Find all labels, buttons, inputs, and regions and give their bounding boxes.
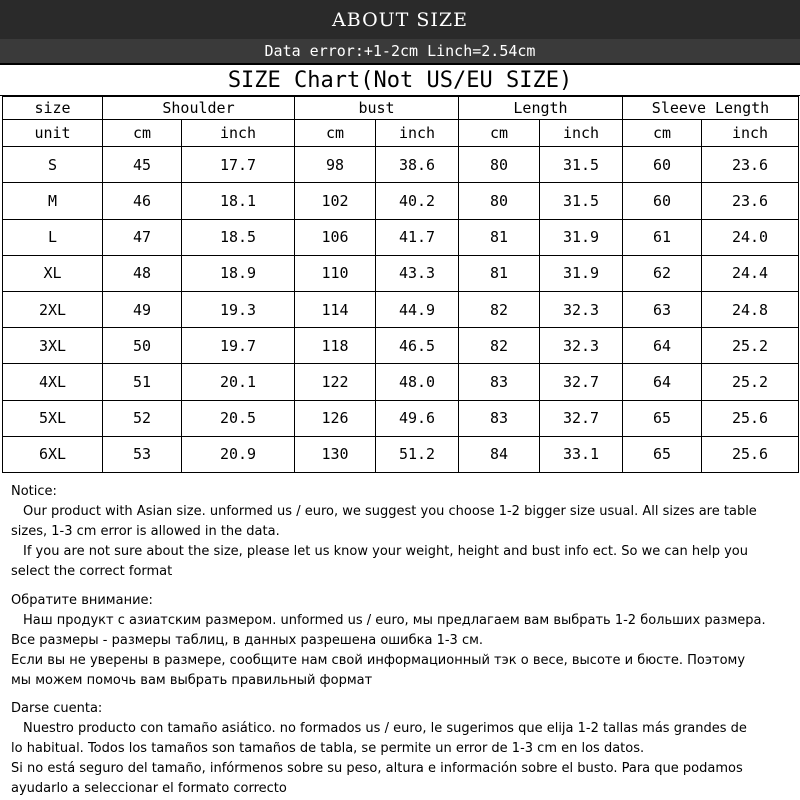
value-cell: 48 bbox=[103, 255, 182, 291]
table-row bbox=[3, 219, 799, 255]
value-cell: 45 bbox=[103, 147, 182, 183]
value-cell: 65 bbox=[623, 436, 702, 472]
value-cell: 32.3 bbox=[540, 292, 623, 328]
value-cell: 81 bbox=[459, 219, 540, 255]
value-cell: 65 bbox=[623, 400, 702, 436]
unit-cell: cm bbox=[623, 120, 702, 147]
value-cell: 24.8 bbox=[702, 292, 799, 328]
notice-line: select the correct format bbox=[11, 564, 173, 579]
header-cell: bust bbox=[295, 97, 459, 120]
size-label-cell: M bbox=[3, 183, 103, 219]
size-label-cell: XL bbox=[3, 255, 103, 291]
value-cell: 40.2 bbox=[376, 183, 459, 219]
value-cell: 84 bbox=[459, 436, 540, 472]
value-cell: 25.2 bbox=[702, 364, 799, 400]
value-cell: 24.4 bbox=[702, 255, 799, 291]
notice-heading: Darse cuenta: bbox=[11, 701, 103, 716]
value-cell: 32.3 bbox=[540, 328, 623, 364]
value-cell: 32.7 bbox=[540, 400, 623, 436]
notice-heading: Notice: bbox=[11, 484, 57, 499]
value-cell: 38.6 bbox=[376, 147, 459, 183]
value-cell: 24.0 bbox=[702, 219, 799, 255]
value-cell: 25.2 bbox=[702, 328, 799, 364]
value-cell: 49.6 bbox=[376, 400, 459, 436]
value-cell: 98 bbox=[295, 147, 376, 183]
value-cell: 18.1 bbox=[182, 183, 295, 219]
unit-cell: cm bbox=[459, 120, 540, 147]
table-group-header-row bbox=[3, 97, 799, 120]
value-cell: 31.9 bbox=[540, 255, 623, 291]
unit-cell: inch bbox=[182, 120, 295, 147]
table-row bbox=[3, 328, 799, 364]
banner-subtitle: Data error:+1-2cm Linch=2.54cm bbox=[264, 42, 536, 60]
value-cell: 62 bbox=[623, 255, 702, 291]
unit-cell: inch bbox=[376, 120, 459, 147]
value-cell: 19.7 bbox=[182, 328, 295, 364]
size-table bbox=[2, 96, 799, 473]
table-row bbox=[3, 183, 799, 219]
value-cell: 32.7 bbox=[540, 364, 623, 400]
value-cell: 20.1 bbox=[182, 364, 295, 400]
value-cell: 106 bbox=[295, 219, 376, 255]
notice-en bbox=[11, 482, 793, 582]
size-label-cell: 5XL bbox=[3, 400, 103, 436]
size-label-cell: L bbox=[3, 219, 103, 255]
notes-section bbox=[11, 482, 793, 799]
notice-line: ayudarlo a seleccionar el formato correcto bbox=[11, 781, 287, 796]
value-cell: 49 bbox=[103, 292, 182, 328]
value-cell: 17.7 bbox=[182, 147, 295, 183]
value-cell: 82 bbox=[459, 328, 540, 364]
value-cell: 122 bbox=[295, 364, 376, 400]
notice-es bbox=[11, 699, 793, 799]
value-cell: 48.0 bbox=[376, 364, 459, 400]
unit-cell: cm bbox=[103, 120, 182, 147]
header-cell: Sleeve Length bbox=[623, 97, 799, 120]
notice-line: мы можем помочь вам выбрать правильный формат bbox=[11, 673, 373, 688]
data-error-banner bbox=[0, 39, 800, 63]
size-label-cell: 3XL bbox=[3, 328, 103, 364]
notice-line: Если вы не уверены в размере, сообщите нам свой информационный тэк о весе, высоте и бюсте. Поэтому bbox=[11, 653, 746, 668]
value-cell: 51.2 bbox=[376, 436, 459, 472]
value-cell: 83 bbox=[459, 400, 540, 436]
table-row bbox=[3, 255, 799, 291]
value-cell: 81 bbox=[459, 255, 540, 291]
value-cell: 60 bbox=[623, 183, 702, 219]
value-cell: 25.6 bbox=[702, 436, 799, 472]
value-cell: 46 bbox=[103, 183, 182, 219]
value-cell: 110 bbox=[295, 255, 376, 291]
value-cell: 83 bbox=[459, 364, 540, 400]
notice-line: Si no está seguro del tamaño, infórmenos sobre su peso, altura e información sobre el busto. Para que podamos bbox=[11, 761, 743, 776]
notice-ru bbox=[11, 591, 793, 691]
notice-line: Наш продукт с азиатским размером. unformed us / euro, мы предлагаем вам выбрать 1-2 больших размера. bbox=[23, 613, 766, 628]
value-cell: 31.9 bbox=[540, 219, 623, 255]
value-cell: 53 bbox=[103, 436, 182, 472]
unit-cell: inch bbox=[702, 120, 799, 147]
size-chart-title-text: SIZE Chart(Not US/EU SIZE) bbox=[227, 67, 573, 93]
header-cell: Length bbox=[459, 97, 623, 120]
table-row bbox=[3, 436, 799, 472]
notice-line: Все размеры - размеры таблиц, в данных разрешена ошибка 1-3 см. bbox=[11, 633, 484, 648]
value-cell: 60 bbox=[623, 147, 702, 183]
header-cell: size bbox=[3, 97, 103, 120]
value-cell: 80 bbox=[459, 147, 540, 183]
table-unit-row bbox=[3, 120, 799, 147]
value-cell: 41.7 bbox=[376, 219, 459, 255]
value-cell: 20.9 bbox=[182, 436, 295, 472]
value-cell: 23.6 bbox=[702, 183, 799, 219]
value-cell: 18.5 bbox=[182, 219, 295, 255]
notice-line: sizes, 1-3 cm error is allowed in the data. bbox=[11, 524, 280, 539]
table-row bbox=[3, 400, 799, 436]
table-body bbox=[3, 147, 799, 473]
value-cell: 118 bbox=[295, 328, 376, 364]
notice-heading: Обратите внимание: bbox=[11, 593, 153, 608]
value-cell: 25.6 bbox=[702, 400, 799, 436]
value-cell: 18.9 bbox=[182, 255, 295, 291]
value-cell: 47 bbox=[103, 219, 182, 255]
value-cell: 46.5 bbox=[376, 328, 459, 364]
notice-line: If you are not sure about the size, please let us know your weight, height and bust info ect. So we can help you bbox=[23, 544, 748, 559]
value-cell: 61 bbox=[623, 219, 702, 255]
value-cell: 63 bbox=[623, 292, 702, 328]
size-label-cell: 2XL bbox=[3, 292, 103, 328]
value-cell: 82 bbox=[459, 292, 540, 328]
value-cell: 102 bbox=[295, 183, 376, 219]
value-cell: 23.6 bbox=[702, 147, 799, 183]
value-cell: 126 bbox=[295, 400, 376, 436]
table-row bbox=[3, 292, 799, 328]
value-cell: 31.5 bbox=[540, 147, 623, 183]
size-label-cell: 4XL bbox=[3, 364, 103, 400]
value-cell: 43.3 bbox=[376, 255, 459, 291]
table-row bbox=[3, 147, 799, 183]
size-label-cell: S bbox=[3, 147, 103, 183]
value-cell: 44.9 bbox=[376, 292, 459, 328]
about-size-banner bbox=[0, 0, 800, 39]
notice-line: Nuestro producto con tamaño asiático. no formados us / euro, le sugerimos que elija 1-2 tallas más grandes de bbox=[23, 721, 747, 736]
unit-cell: unit bbox=[3, 120, 103, 147]
value-cell: 31.5 bbox=[540, 183, 623, 219]
value-cell: 64 bbox=[623, 328, 702, 364]
size-chart-title bbox=[0, 65, 800, 96]
notice-line: lo habitual. Todos los tamaños son tamaños de tabla, se permite un error de 1-3 cm en los datos. bbox=[11, 741, 645, 756]
table-row bbox=[3, 364, 799, 400]
value-cell: 52 bbox=[103, 400, 182, 436]
size-label-cell: 6XL bbox=[3, 436, 103, 472]
value-cell: 114 bbox=[295, 292, 376, 328]
value-cell: 50 bbox=[103, 328, 182, 364]
unit-cell: cm bbox=[295, 120, 376, 147]
value-cell: 130 bbox=[295, 436, 376, 472]
unit-cell: inch bbox=[540, 120, 623, 147]
value-cell: 51 bbox=[103, 364, 182, 400]
banner-title: ABOUT SIZE bbox=[332, 8, 468, 31]
value-cell: 19.3 bbox=[182, 292, 295, 328]
value-cell: 64 bbox=[623, 364, 702, 400]
header-cell: Shoulder bbox=[103, 97, 295, 120]
value-cell: 33.1 bbox=[540, 436, 623, 472]
notice-line: Our product with Asian size. unformed us / euro, we suggest you choose 1-2 bigger size usual. All sizes are table bbox=[23, 504, 757, 519]
value-cell: 20.5 bbox=[182, 400, 295, 436]
value-cell: 80 bbox=[459, 183, 540, 219]
